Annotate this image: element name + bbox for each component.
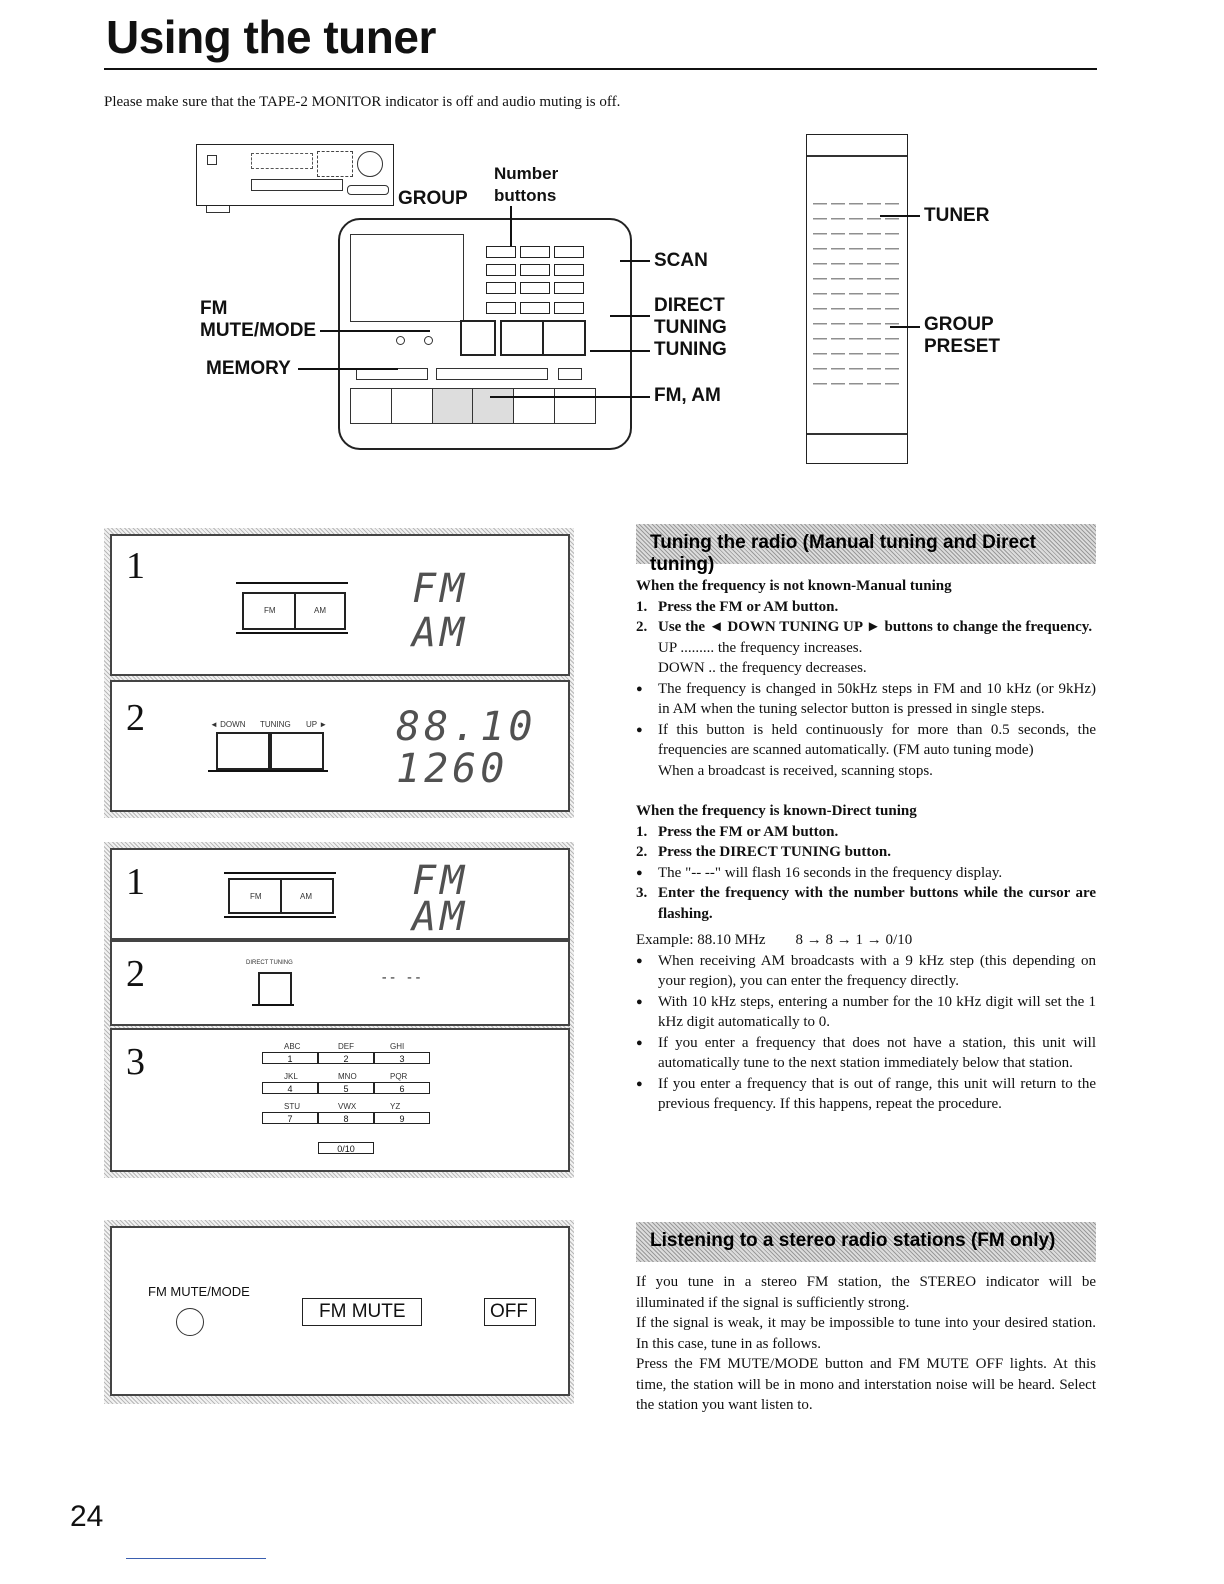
direct-bullet-4: ● If you enter a frequency that is out of range, this unit will return to the previous frequency. If this happens, repeat the procedure. [636, 1074, 1096, 1115]
label-memory: MEMORY [206, 358, 291, 379]
manual-step-1: Press the FM or AM button. [658, 598, 839, 615]
step-panel-mute [104, 1220, 574, 1404]
label-group-preset-2: PRESET [924, 336, 1001, 357]
key-4[interactable]: 4 [262, 1082, 318, 1094]
label-direct: DIRECT [654, 295, 725, 316]
direct-step-2-bullet: ● The "-- --" will flash 16 seconds in the frequency display. [636, 863, 1096, 884]
step-number: 3 [126, 1041, 145, 1083]
direct-step-2: Press the DIRECT TUNING button. [658, 844, 891, 860]
label-group-preset-1: GROUP [924, 314, 994, 335]
page-title: Using the tuner [106, 11, 436, 63]
up-label: UP ► [306, 720, 328, 729]
tuning-section-banner: Tuning the radio (Manual tuning and Direct tuning) [636, 524, 1096, 564]
footer-rule [126, 1558, 266, 1559]
key-0-10[interactable]: 0/10 [318, 1142, 374, 1154]
page-number: 24 [70, 1500, 104, 1533]
manual-bullet-1: ● The frequency is changed in 50kHz steps in FM and 10 kHz (or 9kHz) in AM when the tuning selector button is pressed in single steps. [636, 679, 1096, 720]
number-buttons-grid [486, 246, 586, 312]
step-number: 1 [126, 545, 145, 587]
receiver-diagram [190, 140, 750, 460]
key-7[interactable]: 7 [262, 1112, 318, 1124]
stereo-section-text [636, 1272, 1096, 1416]
down-line: DOWN .. the frequency decreases. [658, 660, 867, 676]
down-label: ◄ DOWN [210, 720, 246, 729]
lcd-am: AM [412, 894, 469, 940]
tuning-label: TUNING [260, 720, 291, 729]
direct-bullet-1: ● When receiving AM broadcasts with a 9 kHz step (this depending on your region), you can enter the frequency directly. [636, 951, 1096, 992]
key-9[interactable]: 9 [374, 1112, 430, 1124]
key-2[interactable]: 2 [318, 1052, 374, 1064]
label-mute-mode: MUTE/MODE [200, 320, 317, 341]
stereo-paragraph-1: If you tune in a stereo FM station, the STEREO indicator will be illuminated if the signal is sufficiently strong. [636, 1274, 1096, 1311]
label-direct-tuning: TUNING [654, 317, 727, 338]
lcd-fm: FM [412, 566, 469, 612]
title-rule [104, 68, 1097, 70]
stereo-paragraph-3: Press the FM MUTE/MODE button and FM MUTE OFF lights. At this time, the station will be in mono and interstation noise will be heard. Select the station you want listen to. [636, 1356, 1096, 1413]
direct-step-3: Enter the frequency with the number buttons while the cursor are flashing. [658, 885, 1096, 922]
manual-bullet-2-cont: When a broadcast is received, scanning stops. [658, 762, 933, 779]
tuning-up-button[interactable] [268, 732, 324, 770]
key-8[interactable]: 8 [318, 1112, 374, 1124]
remote-control [806, 134, 908, 464]
step-panel-direct [104, 842, 574, 1178]
fm-mute-indicator: FM MUTE [302, 1298, 422, 1326]
label-number: Number [494, 164, 559, 183]
label-scan: SCAN [654, 250, 708, 271]
direct-tuning-label: DIRECT TUNING [246, 960, 293, 966]
lcd-am-frequency: 1260 [396, 746, 509, 792]
step-panel-manual [104, 528, 574, 818]
fm-button[interactable]: FM [228, 878, 282, 914]
label-group: GROUP [398, 188, 468, 209]
key-3[interactable]: 3 [374, 1052, 430, 1064]
label-fm: FM [200, 298, 228, 319]
lcd-fm-frequency: 88.10 [396, 704, 537, 750]
lcd-am: AM [412, 610, 469, 656]
key-1[interactable]: 1 [262, 1052, 318, 1064]
intro-text: Please make sure that the TAPE-2 MONITOR indicator is off and audio muting is off. [104, 94, 621, 110]
manual-heading: When the frequency is not known-Manual tuning [636, 578, 952, 594]
direct-heading: When the frequency is known-Direct tuning [636, 803, 917, 819]
manual-bullet-2: ● If this button is held continuously for more than 0.5 seconds, the frequencies are scanned automatically. (FM auto tuning mode) [636, 720, 1096, 761]
step-number: 2 [126, 953, 145, 995]
am-button[interactable]: AM [280, 878, 334, 914]
key-5[interactable]: 5 [318, 1082, 374, 1094]
fm-button[interactable]: FM [242, 592, 296, 630]
tuning-down-button[interactable] [216, 732, 272, 770]
label-tuning: TUNING [654, 339, 727, 360]
example-line: Example: 88.10 MHz 8 → 8 → 1 → 0/10 [636, 932, 913, 948]
panel-zoom [338, 218, 632, 450]
stereo-paragraph-2: If the signal is weak, it may be impossible to tune into your desired station. In this case, tune in as follows. [636, 1315, 1096, 1352]
key-6[interactable]: 6 [374, 1082, 430, 1094]
receiver-thumbnail [196, 144, 394, 206]
lcd-fm: FM [412, 858, 469, 904]
keypad: ABC DEF GHI 1 2 3 JKL MNO PQR 4 5 6 STU VWX YZ 7 8 9 0/10 [262, 1042, 432, 1162]
am-button[interactable]: AM [294, 592, 346, 630]
up-line: UP ......... the frequency increases. [658, 639, 863, 656]
direct-tuning-button[interactable] [258, 972, 292, 1006]
direct-step-1: Press the FM or AM button. [658, 823, 839, 840]
direct-bullet-2: ● With 10 kHz steps, entering a number for the 10 kHz digit will set the 1 kHz digit automatically to 0. [636, 992, 1096, 1033]
lcd-cursor: -- -- [380, 970, 423, 986]
fm-mute-mode-button[interactable] [176, 1308, 204, 1336]
stereo-section-banner: Listening to a stereo radio stations (FM only) [636, 1222, 1096, 1262]
tuning-section-text: When the frequency is not known-Manual tuning 1. Press the FM or AM button. 2. Use the ◄ DOWN TUNING UP ► buttons to change the frequency. UP ......... the frequency increases. DOWN .. the frequency decreases. ● The frequency is changed in 50kHz steps in FM and 10 kHz (or 9kHz) in AM when the tuning selector button is pressed in single steps. ● If this button is held continuously for more than 0.5 seconds, the frequencies are scanned automatically. (FM auto tuning mode) When a broadcast is received, scanning stops. When the frequency is known-Direct tuning 1. Press the FM or AM button. 2. Press the DIRECT TUNING button. ● The "-- --" will flash 16 seconds in the frequency display. 3. Enter the frequency with the number buttons while the cursor are flashing. Example: 88.10 MHz 8 → 8 → 1 → 0/10 ● When receiving AM broadcasts with a 9 kHz step (this depending on your region), you can enter the frequency directly. ● With 10 kHz steps, entering a number for the 10 kHz digit will set the 1 kHz digit automatically to 0. ● If you enter a frequency that does not have a station, this unit will automatically tune to the next station immediately below that station. ● If you enter a frequency that is out of range, this unit will return to the previous frequency. If this happens, repeat the procedure. [636, 576, 1096, 1115]
step-number: 2 [126, 697, 145, 739]
label-buttons: buttons [494, 186, 557, 205]
direct-bullet-3: ● If you enter a frequency that does not have a station, this unit will automatically tune to the next station immediately below that station. [636, 1033, 1096, 1074]
step-number: 1 [126, 861, 145, 903]
label-fm-am: FM, AM [654, 385, 721, 406]
manual-step-2: Use the ◄ DOWN TUNING UP ► buttons to change the frequency. [658, 619, 1093, 635]
label-tuner: TUNER [924, 205, 990, 226]
off-indicator: OFF [484, 1298, 536, 1326]
fm-mute-mode-label: FM MUTE/MODE [148, 1284, 250, 1299]
